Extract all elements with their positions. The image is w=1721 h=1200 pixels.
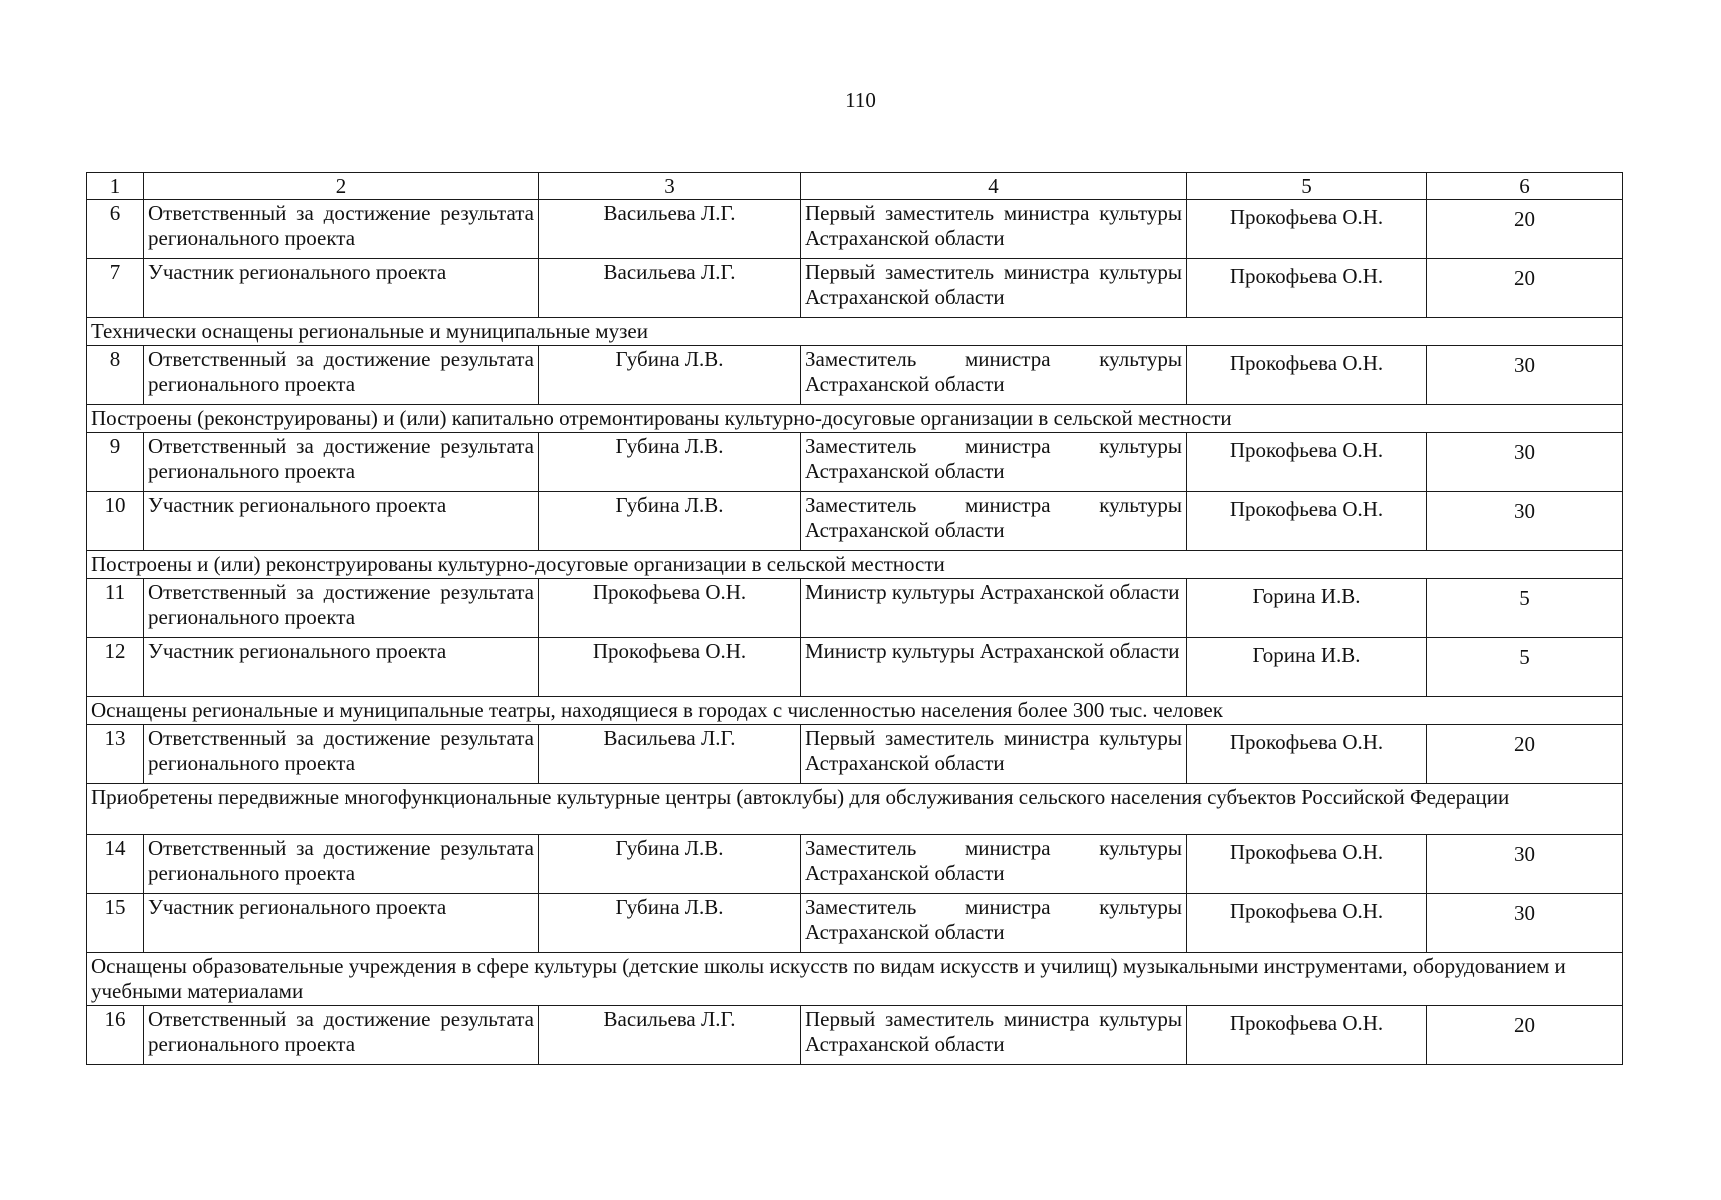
workload-cell: 20 (1427, 1006, 1623, 1065)
role-cell: Ответственный за достижение результата регионального проекта (144, 1006, 539, 1065)
supervisor-cell: Прокофьева О.Н. (1187, 200, 1427, 259)
supervisor-cell: Прокофьева О.Н. (1187, 894, 1427, 953)
header-cell: 5 (1187, 173, 1427, 200)
responsible-name-cell: Губина Л.В. (539, 894, 801, 953)
row-number: 16 (87, 1006, 144, 1065)
row-number: 14 (87, 835, 144, 894)
supervisor-cell: Прокофьева О.Н. (1187, 433, 1427, 492)
row-number: 15 (87, 894, 144, 953)
responsible-name-cell: Губина Л.В. (539, 433, 801, 492)
workload-cell: 5 (1427, 579, 1623, 638)
position-cell: Первый заместитель министра культуры Астраханской области (801, 200, 1187, 259)
table-row (87, 346, 1623, 405)
section-heading-row (87, 953, 1623, 1006)
role-cell: Ответственный за достижение результата регионального проекта (144, 200, 539, 259)
supervisor-cell: Горина И.В. (1187, 579, 1427, 638)
role-cell: Участник регионального проекта (144, 492, 539, 551)
header-cell: 1 (87, 173, 144, 200)
supervisor-cell: Горина И.В. (1187, 638, 1427, 697)
responsible-name-cell: Губина Л.В. (539, 346, 801, 405)
responsible-name-cell: Губина Л.В. (539, 835, 801, 894)
table-row (87, 835, 1623, 894)
responsible-name-cell: Прокофьева О.Н. (539, 579, 801, 638)
header-cell: 2 (144, 173, 539, 200)
table-row (87, 259, 1623, 318)
table-row (87, 492, 1623, 551)
page-number: 110 (845, 88, 876, 112)
section-heading-row (87, 405, 1623, 433)
position-cell: Первый заместитель министра культуры Астраханской области (801, 1006, 1187, 1065)
workload-cell: 5 (1427, 638, 1623, 697)
responsible-name-cell: Васильева Л.Г. (539, 725, 801, 784)
responsibility-table (86, 172, 1623, 1065)
role-cell: Ответственный за достижение результата регионального проекта (144, 579, 539, 638)
header-cell: 4 (801, 173, 1187, 200)
responsible-name-cell: Васильева Л.Г. (539, 200, 801, 259)
section-heading-row (87, 784, 1623, 835)
role-cell: Ответственный за достижение результата регионального проекта (144, 725, 539, 784)
row-number: 8 (87, 346, 144, 405)
table-row (87, 200, 1623, 259)
responsible-name-cell: Васильева Л.Г. (539, 1006, 801, 1065)
position-cell: Заместитель министра культуры Астраханской области (801, 433, 1187, 492)
position-cell: Первый заместитель министра культуры Астраханской области (801, 259, 1187, 318)
responsible-name-cell: Васильева Л.Г. (539, 259, 801, 318)
role-cell: Ответственный за достижение результата регионального проекта (144, 433, 539, 492)
workload-cell: 20 (1427, 259, 1623, 318)
workload-cell: 30 (1427, 894, 1623, 953)
workload-cell: 20 (1427, 200, 1623, 259)
section-heading: Оснащены образовательные учреждения в сфере культуры (детские школы искусств по видам искусств и училищ) музыкальными инструментами, оборудованием и учебными материалами (87, 953, 1623, 1006)
section-heading: Построены (реконструированы) и (или) капитально отремонтированы культурно-досуговые организации в сельской местности (87, 405, 1623, 433)
supervisor-cell: Прокофьева О.Н. (1187, 346, 1427, 405)
section-heading: Приобретены передвижные многофункциональные культурные центры (автоклубы) для обслуживания сельского населения субъектов Российской Федерации (87, 784, 1623, 835)
supervisor-cell: Прокофьева О.Н. (1187, 725, 1427, 784)
role-cell: Участник регионального проекта (144, 894, 539, 953)
position-cell: Первый заместитель министра культуры Астраханской области (801, 725, 1187, 784)
section-heading-row (87, 551, 1623, 579)
section-heading-row (87, 318, 1623, 346)
role-cell: Ответственный за достижение результата регионального проекта (144, 835, 539, 894)
section-heading: Оснащены региональные и муниципальные театры, находящиеся в городах с численностью населения более 300 тыс. человек (87, 697, 1623, 725)
row-number: 7 (87, 259, 144, 318)
workload-cell: 30 (1427, 433, 1623, 492)
section-heading-row (87, 697, 1623, 725)
supervisor-cell: Прокофьева О.Н. (1187, 492, 1427, 551)
role-cell: Участник регионального проекта (144, 638, 539, 697)
responsible-name-cell: Прокофьева О.Н. (539, 638, 801, 697)
row-number: 6 (87, 200, 144, 259)
section-heading: Технически оснащены региональные и муниципальные музеи (87, 318, 1623, 346)
row-number: 10 (87, 492, 144, 551)
position-cell: Заместитель министра культуры Астраханской области (801, 346, 1187, 405)
position-cell: Министр культуры Астраханской области (801, 638, 1187, 697)
supervisor-cell: Прокофьева О.Н. (1187, 835, 1427, 894)
table-row (87, 638, 1623, 697)
supervisor-cell: Прокофьева О.Н. (1187, 1006, 1427, 1065)
workload-cell: 30 (1427, 835, 1623, 894)
row-number: 12 (87, 638, 144, 697)
table-row (87, 894, 1623, 953)
supervisor-cell: Прокофьева О.Н. (1187, 259, 1427, 318)
table-row (87, 725, 1623, 784)
row-number: 13 (87, 725, 144, 784)
header-cell: 3 (539, 173, 801, 200)
table-header-row (87, 173, 1623, 200)
table-row (87, 1006, 1623, 1065)
position-cell: Заместитель министра культуры Астраханской области (801, 492, 1187, 551)
workload-cell: 30 (1427, 492, 1623, 551)
position-cell: Министр культуры Астраханской области (801, 579, 1187, 638)
row-number: 9 (87, 433, 144, 492)
table-row (87, 433, 1623, 492)
role-cell: Ответственный за достижение результата регионального проекта (144, 346, 539, 405)
position-cell: Заместитель министра культуры Астраханской области (801, 835, 1187, 894)
role-cell: Участник регионального проекта (144, 259, 539, 318)
responsible-name-cell: Губина Л.В. (539, 492, 801, 551)
row-number: 11 (87, 579, 144, 638)
workload-cell: 30 (1427, 346, 1623, 405)
section-heading: Построены и (или) реконструированы культурно-досуговые организации в сельской местности (87, 551, 1623, 579)
header-cell: 6 (1427, 173, 1623, 200)
table-row (87, 579, 1623, 638)
workload-cell: 20 (1427, 725, 1623, 784)
position-cell: Заместитель министра культуры Астраханской области (801, 894, 1187, 953)
